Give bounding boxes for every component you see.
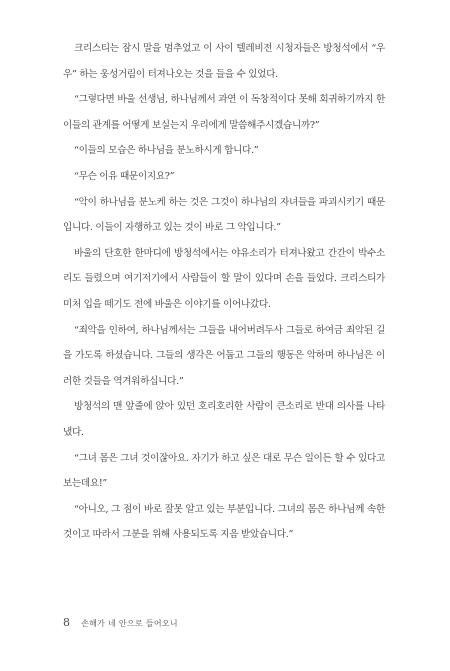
- paragraph: 크리스티는 잠시 말을 멈추었고 이 사이 텔레비전 시청자들은 방청석에서 “우우” 하는 웅성거림이 터져나오는 것을 들을 수 있었다.: [63, 43, 385, 80]
- paragraph: 방청석의 맨 앞줄에 앉아 있던 호리호리한 사람이 큰소리로 반대 의사를 나타냈다.: [63, 401, 385, 438]
- page-footer: [63, 611, 178, 630]
- body-text: [63, 36, 385, 548]
- paragraph: “악이 하나님을 분노케 하는 것은 그것이 하나님의 자녀들을 파괴시키기 때문입니다. 이들이 자행하고 있는 것이 바로 그 악입니다.”: [63, 196, 385, 234]
- paragraph: “그녀 몸은 그녀 것이잖아요. 자기가 하고 싶은 대로 무슨 일이든 할 수 있다고 보는데요!”: [63, 452, 385, 490]
- paragraph: “그렇다면 바울 선생님, 하나님께서 과연 이 독창적이다 못해 회귀하기까지 한 이들의 관계를 어떻게 보실는지 우리에게 말씀해주시겠습니까?”: [63, 94, 385, 131]
- paragraph: “무슨 이유 때문이지요?”: [74, 170, 175, 182]
- paragraph: “죄악을 인하여, 하나님께서는 그들을 내어버려두사 그들로 하여금 죄악된 길을 가도록 하셨습니다. 그들의 생각은 어둡고 그들의 행동은 악하며 하나님은 이러한 것들을 역겨워하십니다.”: [63, 324, 385, 387]
- paragraph: 바울의 단호한 한마디에 방청석에서는 야유소리가 터져나왔고 간간이 박수소리도 들렸으며 여기저기에서 사람들이 할 말이 있다며 손을 들었다. 크리스티가 미처 입을 떼기도 전에 바울은 이야기를 이어나갔다.: [63, 247, 385, 310]
- page-number: 8: [63, 616, 70, 629]
- paragraph: “아니오, 그 점이 바로 잘못 알고 있는 부분입니다. 그녀의 몸은 하나님께 속한 것이고 따라서 그분을 위해 사용되도록 지음 받았습니다.”: [63, 503, 385, 541]
- running-title: 손해가 네 안으로 들어오니: [81, 619, 178, 628]
- paragraph: “이들의 모습은 하나님을 분노하시게 합니다.”: [74, 145, 259, 157]
